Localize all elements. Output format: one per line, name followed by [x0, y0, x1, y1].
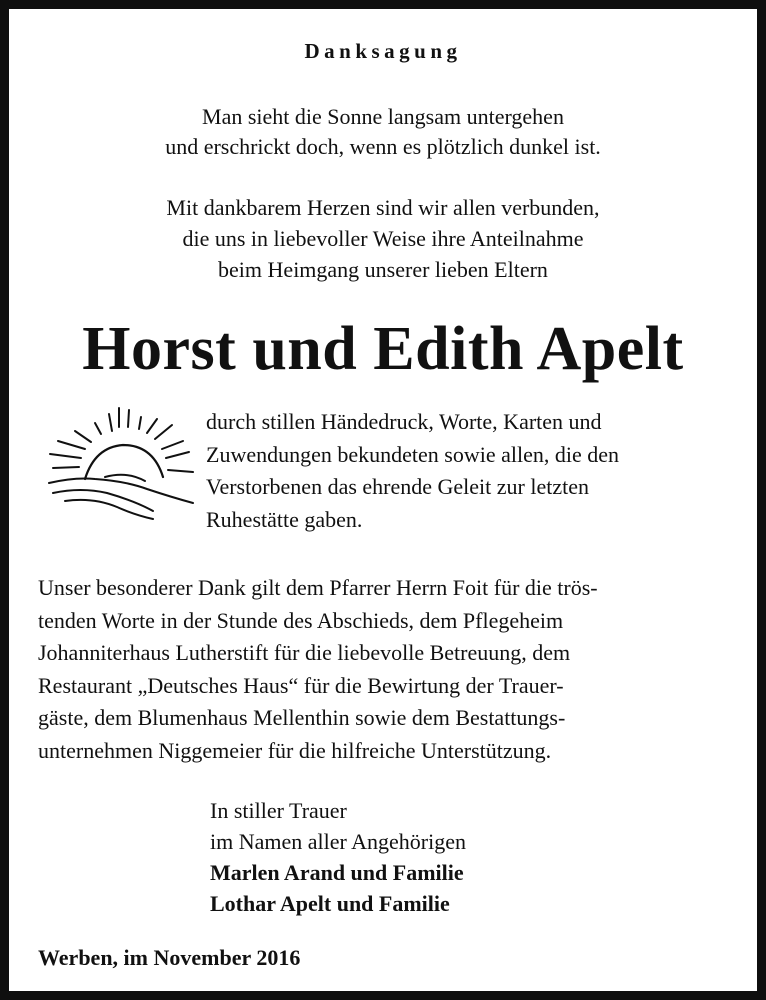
paragraph-line: Unser besonderer Dank gilt dem Pfarrer Herrn Foit für die trös-	[38, 575, 598, 600]
thanks-line: Mit dankbarem Herzen sind wir allen verbunden,	[166, 195, 600, 220]
thanks-line: beim Heimgang unserer lieben Eltern	[218, 257, 548, 282]
notice-title: Danksagung	[304, 39, 462, 63]
paragraph-line: Zuwendungen bekundeten sowie allen, die den	[206, 441, 619, 467]
paragraph-line: Verstorbenen das ehrende Geleit zur letzten	[206, 474, 589, 499]
paragraph-line: durch stillen Händedruck, Worte, Karten und	[206, 409, 602, 434]
paragraph-line: Restaurant „Deutsches Haus“ für die Bewirtung der Trauer-	[38, 672, 564, 698]
verse-line: und erschrickt doch, wenn es plötzlich dunkel ist.	[165, 134, 601, 159]
sunset-icon	[35, 397, 200, 532]
family-name: Marlen Arand und Familie	[210, 860, 464, 885]
signature-line: im Namen aller Angehörigen	[210, 829, 466, 854]
signature-line: In stiller Trauer	[210, 798, 347, 823]
paragraph-line: unternehmen Niggemeier für die hilfreiche Unterstützung.	[38, 737, 552, 763]
paragraph-line: Johanniterhaus Lutherstift für die liebevolle Betreuung, dem	[38, 640, 571, 665]
main-paragraph	[38, 572, 740, 767]
paragraph-line: gäste, dem Blumenhaus Mellenthin sowie dem Bestattungs-	[38, 705, 566, 730]
right-paragraph	[206, 406, 740, 536]
verse	[9, 102, 757, 162]
thanks-line: die uns in liebevoller Weise ihre Anteilnahme	[182, 226, 584, 251]
deceased-names: Horst und Edith Apelt	[82, 315, 684, 383]
place-date: Werben, im November 2016	[38, 945, 301, 970]
paragraph-line: tenden Worte in der Stunde des Abschieds, dem Pflegeheim	[38, 607, 564, 633]
thanks-intro	[9, 192, 757, 285]
family-name: Lothar Apelt und Familie	[210, 891, 450, 916]
signature-block	[210, 795, 466, 919]
paragraph-line: Ruhestätte gaben.	[206, 506, 363, 532]
verse-line: Man sieht die Sonne langsam untergehen	[202, 104, 564, 129]
